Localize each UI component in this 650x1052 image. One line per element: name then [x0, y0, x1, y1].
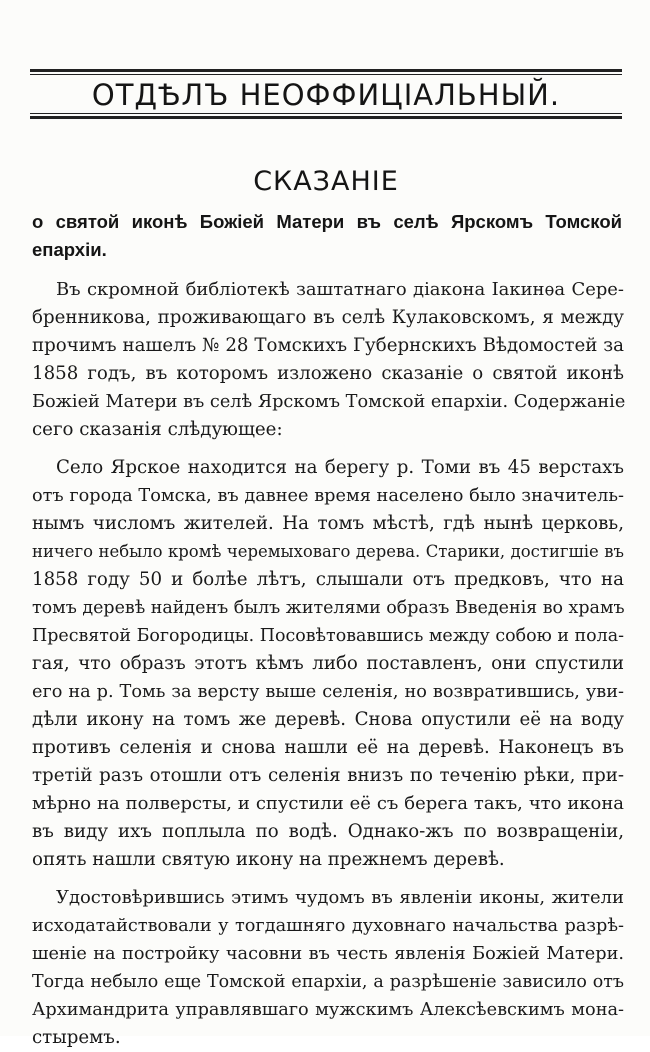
text-line: бренникова, проживающаго въ селѣ Кулаковскомъ, я между	[32, 307, 624, 328]
text-line: Божіей Матери въ селѣ Ярскомъ Томской епархіи. Содержаніе	[32, 392, 626, 412]
header-rule-bottom	[30, 116, 622, 119]
article-subtitle	[32, 208, 622, 264]
article-title: СКАЗАНІЕ	[253, 166, 399, 197]
text-line: Село Ярское находится на берегу р. Томи въ 45 верстахъ	[56, 457, 624, 478]
text-line: гая, что образъ этотъ кѣмъ либо поставленъ, они спустили	[32, 653, 624, 674]
text-line: ничего небыло кромѣ черемыховаго дерева. Старики, достигшіе въ	[32, 542, 624, 561]
paragraph	[32, 454, 624, 874]
text-line: противъ селенія и снова нашли её на деревѣ. Наконецъ въ	[32, 737, 624, 758]
text-line: третій разъ отошли отъ селенія внизъ по теченію рѣки, при-	[32, 765, 624, 786]
text-line: Въ скромной библіотекѣ заштатнаго діакона Іакинѳа Сере-	[56, 279, 624, 300]
header-rule-top-thin	[30, 74, 622, 75]
text-line: 1858 годъ, въ которомъ изложено сказаніе о святой иконѣ	[32, 363, 624, 384]
text-line: шеніе на постройку часовни въ честь явленія Божіей Матери.	[32, 944, 624, 964]
text-line: мѣрно на полверсты, и спустили её съ берега такъ, что икона	[32, 793, 624, 814]
subtitle-line: о святой иконѣ Божіей Матери въ селѣ Ярскомъ Томской	[32, 211, 622, 232]
paragraph	[32, 276, 624, 444]
text-line: Архимандрита управлявшаго мужскимъ Алексѣевскимъ мона-	[32, 1000, 624, 1020]
text-line: отъ города Томска, въ давнее время населено было значитель-	[32, 486, 624, 506]
text-line: стыремъ.	[32, 1027, 121, 1048]
text-line: дѣли икону на томъ же деревѣ. Снова опустили её на воду	[32, 709, 624, 730]
text-line: опять нашли святую икону на прежнемъ деревѣ.	[32, 849, 505, 870]
text-line: прочимъ нашелъ № 28 Томскихъ Губернскихъ Вѣдомостей за	[32, 335, 624, 356]
header-rule-bottom-thin	[30, 113, 622, 114]
text-line: Пресвятой Богородицы. Посовѣтовавшись между собою и пола-	[32, 626, 624, 646]
subtitle-line: епархіи.	[32, 239, 107, 260]
text-line: сего сказанія слѣдующее:	[32, 419, 283, 440]
text-line: исходатайствовали у тогдашняго духовнаго начальства разрѣ-	[32, 916, 624, 936]
text-line: въ виду ихъ поплыла по водѣ. Однако-жъ по возвращеніи,	[32, 821, 624, 842]
text-line: 1858 году 50 и болѣе лѣтъ, слышали отъ предковъ, что на	[32, 569, 624, 590]
article-body	[32, 276, 624, 1052]
text-line: Удостовѣрившись этимъ чудомъ въ явленіи иконы, жители	[56, 887, 624, 908]
text-line: его на р. Томь за версту выше селенія, но возвратившись, уви-	[32, 682, 624, 702]
text-line: Тогда небыло еще Томской епархіи, а разрѣшеніе зависило отъ	[32, 972, 624, 992]
header-rule-top	[30, 69, 622, 72]
text-line: томъ деревѣ найденъ былъ жителями образъ Введенія во храмъ	[32, 598, 625, 618]
text-line: нымъ числомъ жителей. На томъ мѣстѣ, гдѣ нынѣ церковь,	[32, 513, 624, 534]
paragraph	[32, 884, 624, 1052]
section-title: ОТДѢЛЪ НЕОФФИЦІАЛЬНЫЙ.	[91, 78, 561, 112]
